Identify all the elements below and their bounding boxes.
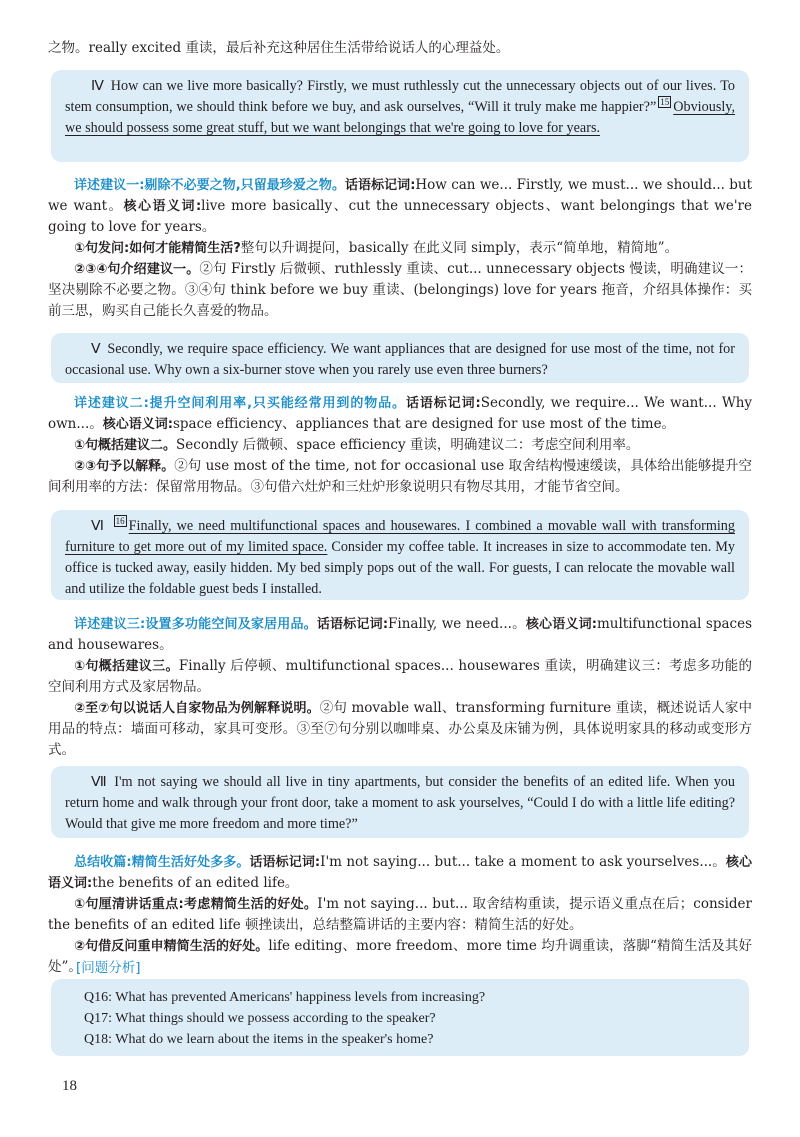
point-text: ②句 movable wall、transforming furniture 重读，概述说话人家中用品的特点：墙面可移动，家具可变形。③至⑦句分别以咖啡桌、办公桌及床铺为例，具体说明家具的移动或变形方式。: [48, 700, 753, 758]
paragraph-number: Ⅳ: [91, 78, 105, 94]
question-item: Q18: What do we learn about the items in the speaker's home?: [84, 1032, 434, 1047]
core-text: multifunctional spaces and housewares。: [48, 616, 752, 653]
underlined-answer: Finally, we need multifunctional spaces and housewares. I combined a movable wall with transforming furniture to get more out of my limited space.: [65, 518, 735, 555]
point-text: Finally 后停顿、multifunctional spaces... housewares 重读，明确建议三：考虑多功能的空间利用方式及家居物品。: [48, 658, 752, 695]
question-marker: 16: [115, 516, 125, 527]
core-label: 核心语义词:: [102, 417, 173, 432]
page-number: 18: [62, 1078, 77, 1094]
marker-text: I'm not saying... but... take a moment to ask yourselves...。: [320, 854, 726, 870]
analysis-section-1: [48, 175, 752, 322]
transcript-text: Secondly, we require space efficiency. We want appliances that are designed for use most of the time, not for occasional use. Why own a six-burner stove when you rarely use even three burners?: [65, 341, 735, 378]
point-text: life editing、more freedom、more time 均升调重读，落脚“精简生活及其好处”。: [48, 938, 752, 975]
section-heading: 详述建议一:剔除不必要之物,只留最珍爱之物。: [74, 178, 345, 193]
point-text: 整句以升调提问，basically 在此义同 simply，表示“简单地，精简地”。: [240, 240, 679, 256]
point-label: ②句借反问重申精简生活的好处。: [74, 939, 269, 954]
point-label: ①句厘清讲话重点:考虑精简生活的好处。: [74, 897, 318, 912]
marker-label: 话语标记词:: [316, 617, 389, 632]
analysis-section-3: [48, 614, 752, 761]
question-item: Q16: What has prevented Americans' happiness levels from increasing?: [84, 990, 486, 1005]
transcript-text: How can we live more basically? Firstly, we must ruthlessly cut the unnecessary objects out of our lives. To stem consumption, we should think before we buy, and ask ourselves, “Will it truly make me happier?”: [65, 78, 735, 115]
carryover-line: 之物。really excited 重读，最后补充这种居住生活带给说话人的心理益处。: [48, 40, 510, 56]
point-text: Secondly 后微顿、space efficiency 重读，明确建议二：考虑空间利用率。: [176, 437, 640, 453]
section-heading: 总结收篇:精简生活好处多多。: [74, 855, 250, 870]
paragraph-number: Ⅴ: [91, 341, 102, 357]
point-label: ①句概括建议三。: [74, 659, 179, 674]
paragraph-number: Ⅶ: [91, 774, 109, 790]
marker-text: Finally, we need...。: [388, 616, 526, 632]
core-text: the benefits of an edited life。: [92, 875, 299, 891]
core-label: 核心语义词:: [48, 855, 752, 891]
question-item: Q17: What things should we possess according to the speaker?: [84, 1011, 436, 1026]
marker-text: Secondly, we require... We want... Why own...。: [48, 395, 753, 432]
core-text: live more basically、cut the unnecessary objects、want belongings that we're going to love for years。: [48, 198, 752, 235]
point-label: ②③④句介绍建议一。: [74, 262, 200, 277]
marker-label: 话语标记词:: [345, 178, 416, 193]
transcript-text: I'm not saying we should all live in tiny apartments, but consider the benefits of an edited life. When you return home and walk through your front door, take a moment to ask yourselves, “Could I do with a little life editing? Would that give me more freedom and more time?”: [65, 774, 735, 832]
underlined-answer: Obviously, we should possess some great stuff, but we want belongings that we're going to love for years.: [65, 99, 735, 136]
questions-box: [51, 979, 749, 1056]
core-label: 核心语义词:: [525, 617, 597, 632]
marker-label: 话语标记词:: [249, 855, 321, 870]
transcript-paragraph-5: [51, 333, 749, 383]
point-label: ②至⑦句以说话人自家物品为例解释说明。: [74, 701, 320, 716]
point-label: ①句发问:如何才能精简生活?: [74, 241, 241, 256]
transcript-paragraph-4: [51, 70, 749, 162]
point-text: I'm not saying... but... 取舍结构重读，提示语义重点在后；consider the benefits of an edited life 顿挫读出，总结整篇讲话的主要内容：精简生活的好处。: [48, 896, 752, 933]
section-heading: 详述建议二:提升空间利用率,只买能经常用到的物品。: [74, 396, 406, 411]
marker-text: How can we... Firstly, we must... we should... but we want。: [48, 177, 753, 214]
transcript-text: Consider my coffee table. It increases in size to accommodate ten. My office is tucked away, easily hidden. My bed simply pops out of the wall. For guests, I can relocate the movable wall and utilize the foldable guest beds I installed.: [65, 539, 736, 597]
marker-label: 话语标记词:: [405, 396, 481, 411]
point-text: ②句 use most of the time, not for occasional use 取舍结构慢速缓读，具体给出能够提升空间利用率的方法：保留常用物品。③句借六灶炉和三灶炉形象说明只有物尽其用，才能节省空间。: [48, 458, 752, 495]
paragraph-number: Ⅵ: [91, 518, 106, 534]
analysis-section-2: [48, 393, 752, 498]
question-marker: 15: [660, 97, 670, 108]
point-label: ①句概括建议二。: [74, 438, 177, 453]
section-heading: 详述建议三:设置多功能空间及家居用品。: [74, 617, 317, 632]
transcript-paragraph-6: [51, 510, 749, 600]
point-label: ②③句予以解释。: [74, 459, 175, 474]
core-text: space efficiency、appliances that are designed for use most of the time。: [172, 416, 676, 432]
transcript-paragraph-7: [51, 766, 749, 838]
analysis-section-4: [48, 852, 752, 978]
analysis-label: [问题分析]: [76, 960, 141, 976]
core-label: 核心语义词:: [123, 199, 202, 214]
point-text: ②句 Firstly 后微顿、ruthlessly 重读、cut... unnecessary objects 慢读，明确建议一：坚决剔除不必要之物。③④句 think before we buy 重读、(belongings) love for years 拖音，介绍具体操作：买前三思，购买自己能长久喜爱的物品。: [48, 261, 752, 319]
